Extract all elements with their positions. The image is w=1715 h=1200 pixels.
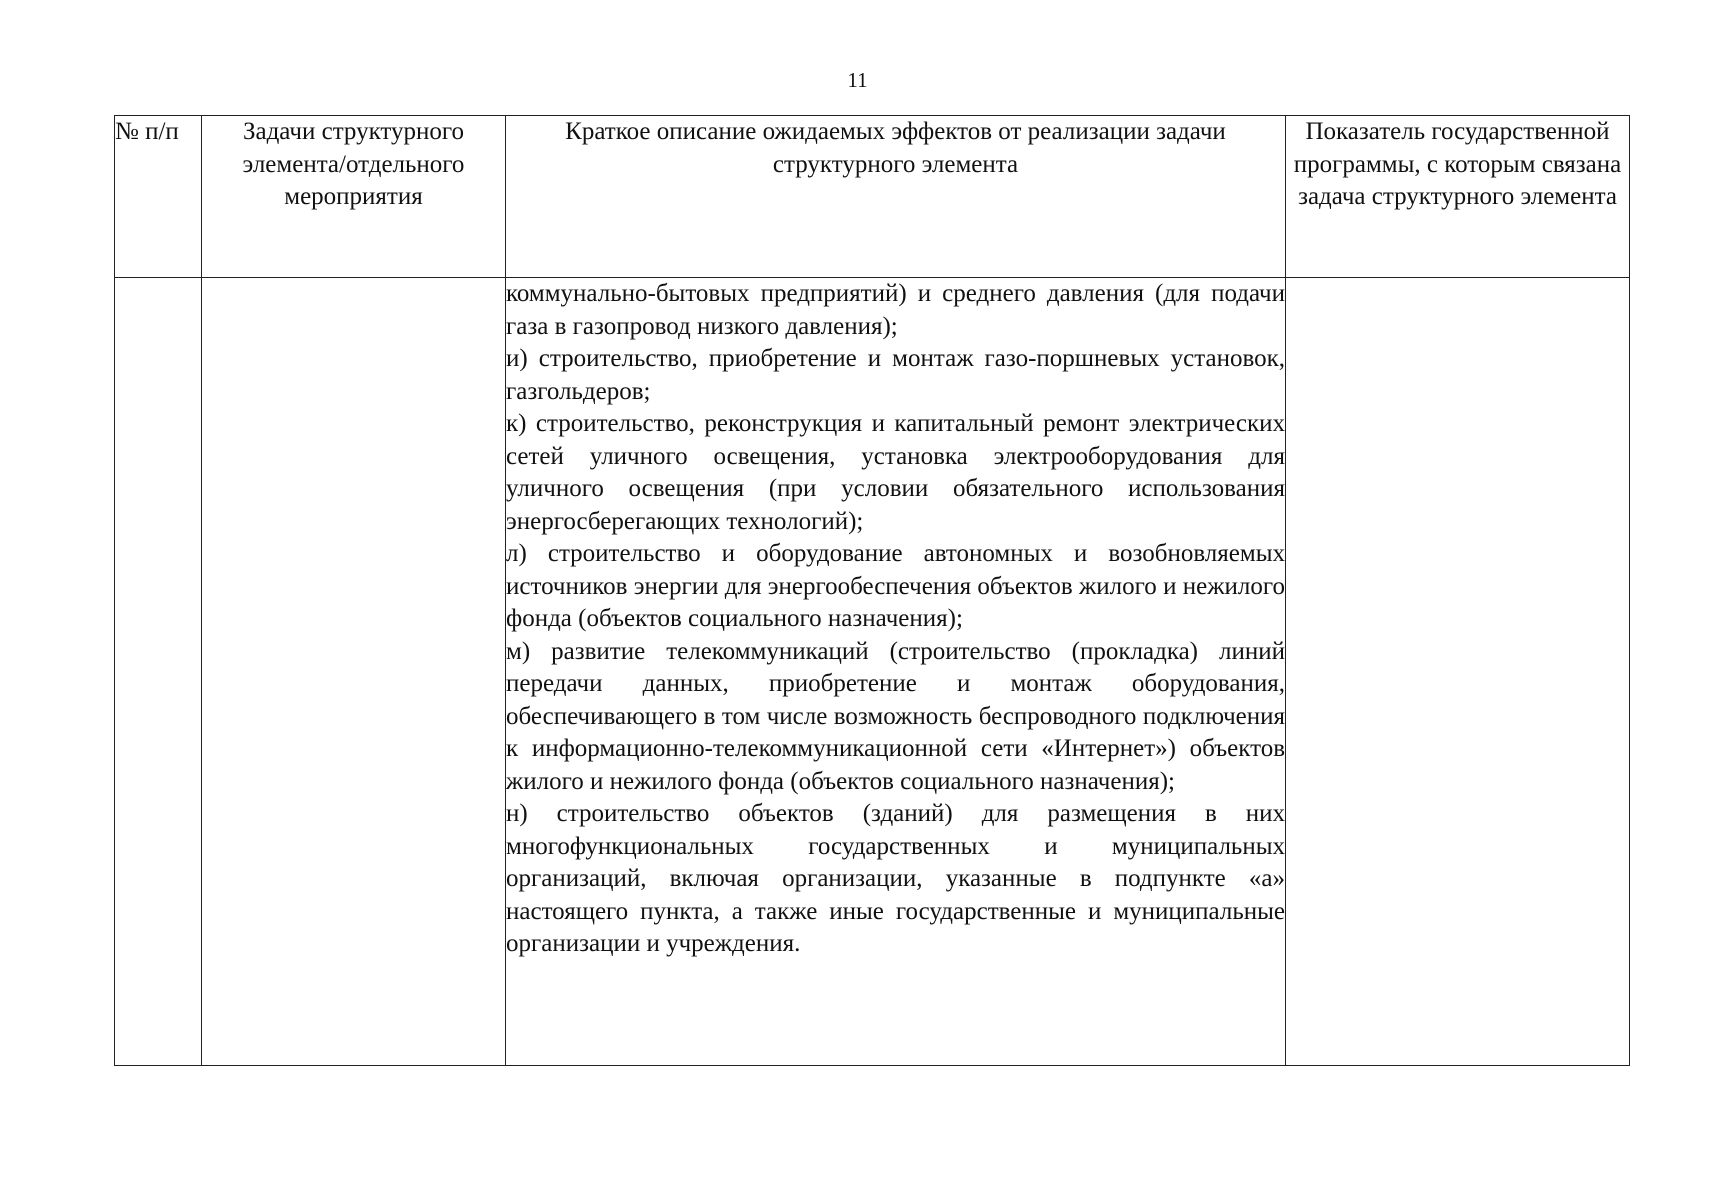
- cell-indicator: [1286, 278, 1630, 1066]
- cell-tasks: [202, 278, 506, 1066]
- page-number: 11: [847, 68, 868, 92]
- cell-number: [115, 278, 202, 1066]
- program-table: [114, 115, 1630, 1066]
- header-description: Краткое описание ожидаемых эффектов от реализации задачи структурного элемента: [506, 116, 1286, 278]
- description-paragraph: коммунально-бытовых предприятий) и среднего давления (для подачи газа в газопровод низкого давления);: [506, 280, 1285, 340]
- header-indicator: Показатель государственной программы, с которым связана задача структурного элемента: [1286, 116, 1630, 278]
- header-number: № п/п: [115, 116, 202, 278]
- table-header-row: [115, 116, 1630, 278]
- description-paragraph: и) строительство, приобретение и монтаж газо-поршневых установок, газгольдеров;: [506, 345, 1285, 405]
- header-tasks: Задачи структурного элемента/отдельного мероприятия: [202, 116, 506, 278]
- cell-description: [506, 278, 1286, 1066]
- description-paragraph: л) строительство и оборудование автономных и возобновляемых источников энергии для энергообеспечения объектов жилого и нежилого фонда (объектов социального назначения);: [506, 540, 1285, 632]
- description-paragraph: м) развитие телекоммуникаций (строительство (прокладка) линий передачи данных, приобретение и монтаж оборудования, обеспечивающего в том числе возможность беспроводного подключения к информационно-телекоммуникационной сети «Интернет») объектов жилого и нежилого фонда (объектов социального назначения);: [506, 637, 1285, 795]
- table-row: [115, 278, 1630, 1066]
- description-paragraph: н) строительство объектов (зданий) для размещения в них многофункциональных государственных и муниципальных организаций, включая организации, указанные в подпункте «а» настоящего пункта, а также иные государственные и муниципальные организации и учреждения.: [506, 800, 1285, 957]
- description-paragraph: к) строительство, реконструкция и капитальный ремонт электрических сетей уличного освещения, установка электрооборудования для уличного освещения (при условии обязательного использования энергосберегающих технологий);: [506, 410, 1285, 535]
